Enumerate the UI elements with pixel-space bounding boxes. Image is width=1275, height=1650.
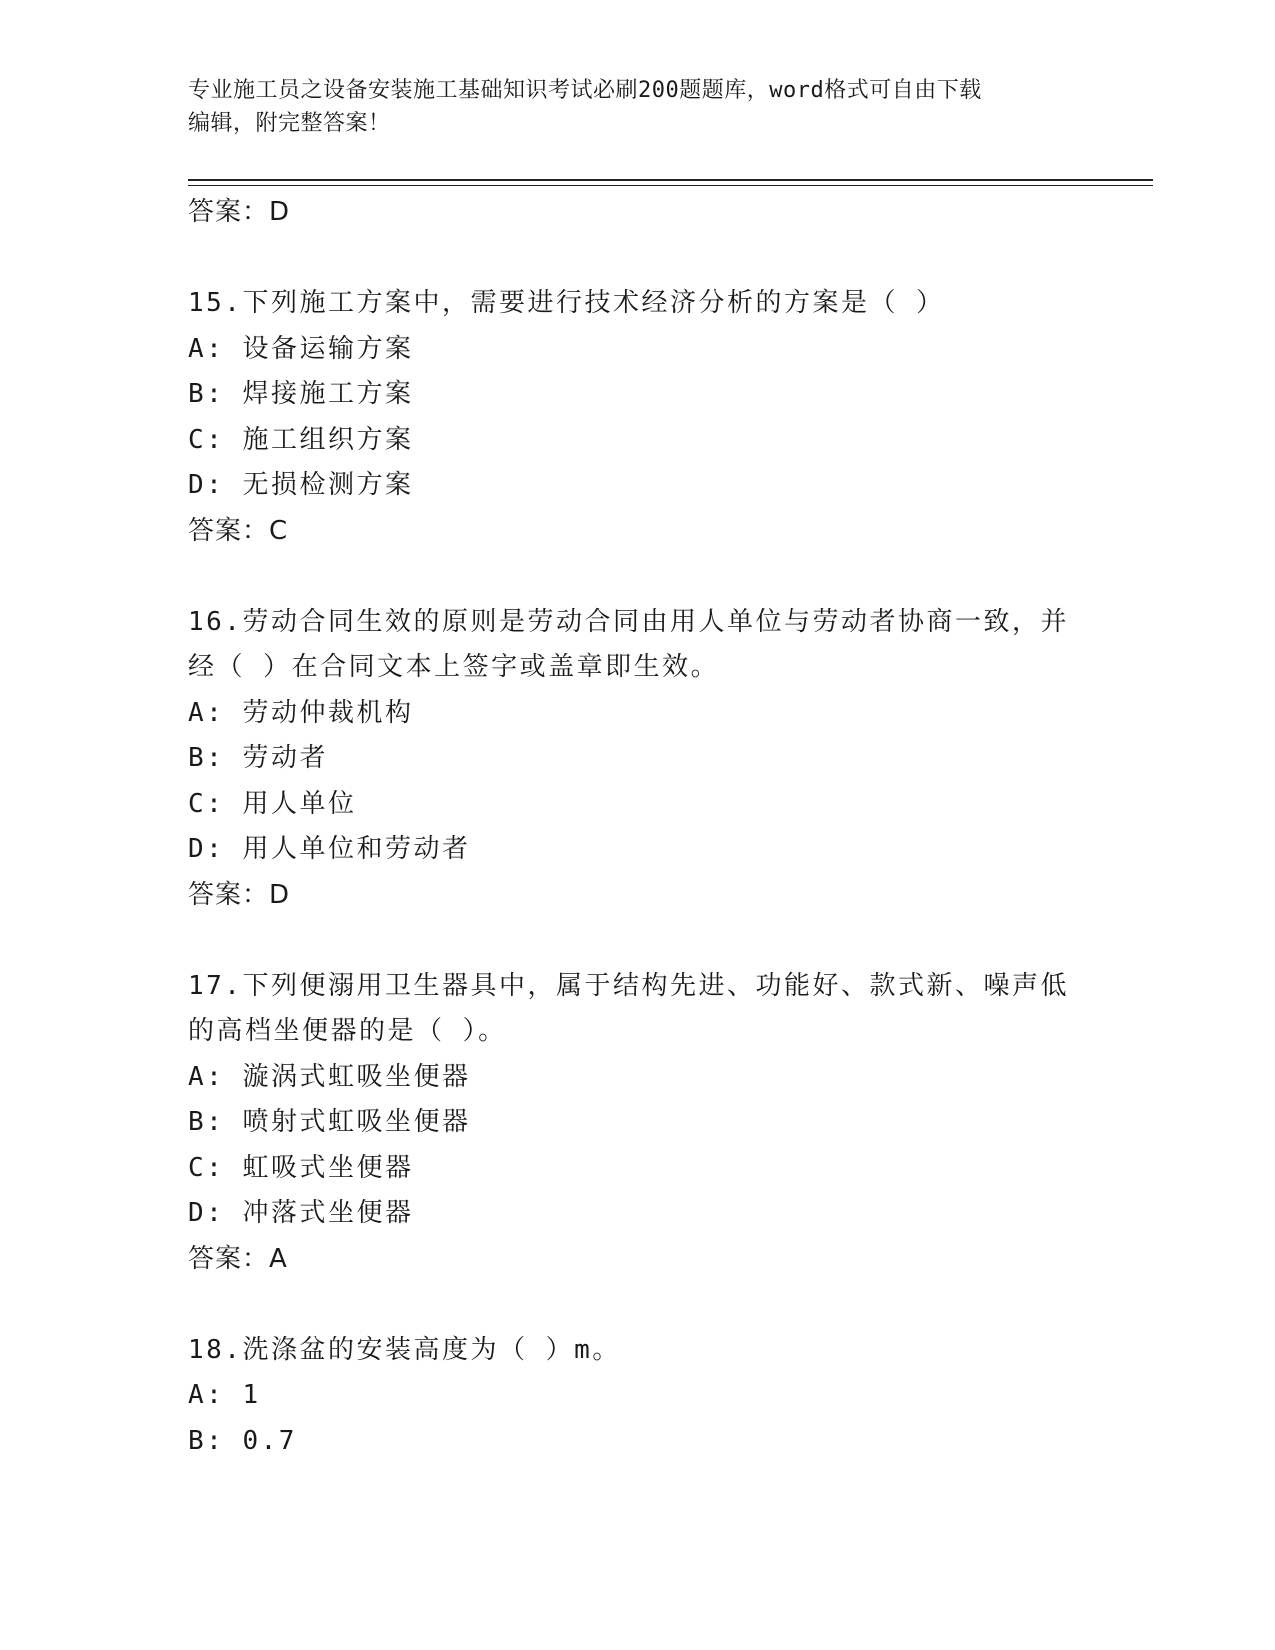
option-a: A: 设备运输方案 bbox=[188, 333, 414, 364]
answer-line: 答案：D bbox=[188, 879, 291, 910]
option-d: D: 用人单位和劳动者 bbox=[188, 834, 471, 864]
option-b: B: 0.7 bbox=[188, 1425, 297, 1456]
option-b: B: 焊接施工方案 bbox=[188, 379, 414, 409]
option-a: A: 1 bbox=[188, 1380, 261, 1410]
question-stem: 15.下列施工方案中，需要进行技术经济分析的方案是（ ） bbox=[188, 288, 945, 318]
option-c: C: 用人单位 bbox=[188, 788, 357, 819]
question-18 bbox=[188, 1328, 1088, 1465]
option-b: B: 喷射式虹吸坐便器 bbox=[188, 1107, 471, 1137]
question-stem: 18.洗涤盆的安装高度为（ ）m。 bbox=[188, 1334, 621, 1365]
question-16 bbox=[188, 600, 1088, 919]
question-list bbox=[188, 190, 1088, 1464]
question-stem-cont: 经（ ）在合同文本上签字或盖章即生效。 bbox=[188, 652, 720, 682]
option-c: C: 施工组织方案 bbox=[188, 424, 414, 455]
option-a: A: 劳动仲裁机构 bbox=[188, 697, 414, 728]
header-divider-thin bbox=[188, 185, 1153, 186]
answer-line: 答案：C bbox=[188, 515, 289, 546]
option-b: B: 劳动者 bbox=[188, 743, 328, 773]
question-stem: 16.劳动合同生效的原则是劳动合同由用人单位与劳动者协商一致，并 bbox=[188, 606, 1069, 637]
question-stem-cont: 的高档坐便器的是（ ）。 bbox=[188, 1016, 507, 1046]
question-17 bbox=[188, 964, 1088, 1283]
header-title-line-2: 编辑，附完整答案！ bbox=[188, 111, 391, 136]
question-stem: 17.下列便溺用卫生器具中，属于结构先进、功能好、款式新、噪声低 bbox=[188, 970, 1069, 1001]
answer-line: 答案：D bbox=[188, 197, 291, 227]
option-c: C: 虹吸式坐便器 bbox=[188, 1152, 414, 1183]
answer-line: 答案：A bbox=[188, 1243, 288, 1274]
header-title-line-1: 专业施工员之设备安装施工基础知识考试必刷200题题库，word格式可自由下载 bbox=[188, 78, 982, 103]
header-divider bbox=[188, 179, 1153, 181]
option-a: A: 漩涡式虹吸坐便器 bbox=[188, 1061, 471, 1092]
option-d: D: 冲落式坐便器 bbox=[188, 1198, 414, 1228]
option-d: D: 无损检测方案 bbox=[188, 470, 414, 500]
question-15 bbox=[188, 281, 1088, 554]
page-header bbox=[188, 74, 1088, 140]
